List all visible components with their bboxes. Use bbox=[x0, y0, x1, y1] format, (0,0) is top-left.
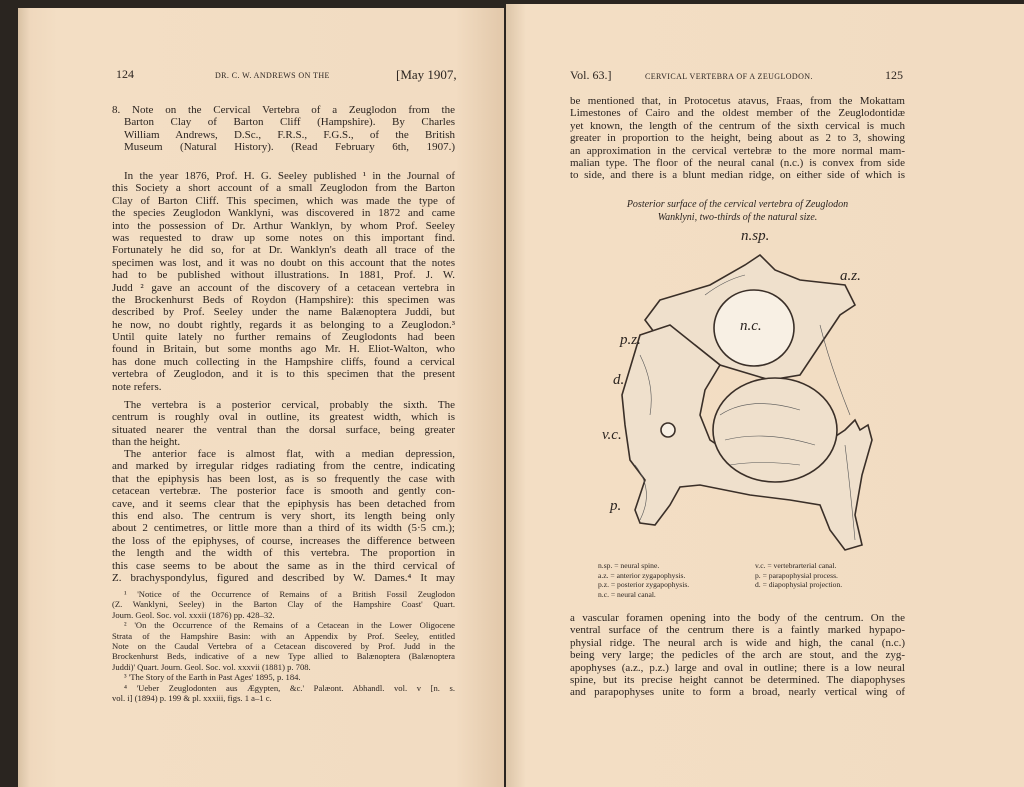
label-posterior-zygapophysis: p.z. bbox=[620, 332, 641, 348]
paragraph-continued bbox=[570, 95, 905, 182]
text-line: Strata of the Hampshire Basin: with an Appendix by Prof. Seeley, entitled bbox=[112, 630, 455, 641]
text-line: greater in proportion to the height, being about as 2 to 3, showing bbox=[570, 132, 905, 145]
text-line: the length and the width of this vertebra. The proportion in bbox=[112, 547, 455, 560]
caption-line: Posterior surface of the cervical vertebra of Zeuglodon bbox=[626, 199, 849, 210]
text-line: vertebra of Zeuglodon, and it is to this specimen that the present bbox=[112, 368, 455, 381]
text-line: had to be published without illustrations. In 1881, Prof. J. W. bbox=[112, 269, 455, 282]
legend-item: v.c. = vertebrarterial canal. bbox=[755, 561, 837, 570]
text-line: yet known, the length of the centrum of the sixth cervical is much bbox=[570, 119, 905, 132]
text-line: this Society a short account of a small Zeuglodon from the Barton bbox=[112, 182, 455, 195]
text-line: vol. i] (1894) p. 199 & pl. xxxiii, figs. 1 a–1 c. bbox=[112, 692, 272, 703]
text-line: found in Britain, but some months ago Mr. H. Eliot-Walton, who bbox=[112, 343, 455, 356]
issue-date: [May 1907, bbox=[396, 67, 457, 82]
text-line: described by Prof. Seeley under the name Balænoptera Juddi, but bbox=[112, 306, 455, 319]
legend-item: n.sp. = neural spine. bbox=[598, 561, 660, 570]
article-title bbox=[112, 104, 455, 154]
label-anterior-zygapophysis: a.z. bbox=[840, 268, 861, 284]
legend-right bbox=[755, 561, 842, 590]
text-line: and marked by irregular ridges radiating from the centre, indicating bbox=[112, 460, 455, 473]
page-number: 124 bbox=[116, 67, 134, 81]
text-line: ² 'On the Occurrence of the Remains of a Cetacean in the Lower Oligocene bbox=[124, 620, 455, 631]
text-line: into the possession of Dr. Arthur Wanklyn, by whom Prof. Seeley bbox=[112, 219, 455, 232]
paragraph-description bbox=[570, 612, 905, 699]
text-line: about 2 centimetres, or little more than a third of its width (5·5 cm.); bbox=[112, 522, 455, 535]
text-line: ³ 'The Story of the Earth in Past Ages' 1895, p. 184. bbox=[124, 672, 301, 683]
text-line: Limestones of Cairo and the oldest member of the Zeuglodontidæ bbox=[570, 107, 905, 120]
text-line: cave, and it seems clear that the epiphysis has been detached from bbox=[112, 497, 455, 510]
text-line: being very large; the pedicles of the arch are stout, and the zyg- bbox=[570, 649, 905, 662]
label-neural-canal: n.c. bbox=[740, 318, 762, 334]
text-line: than the height. bbox=[112, 436, 181, 449]
text-line: William Andrews, D.Sc., F.R.S., F.G.S., of the British bbox=[124, 128, 455, 141]
text-line: Fortunately he did so, for at Dr. Wanklyn's death all trace of the bbox=[112, 244, 455, 257]
text-line: Juddi)' Quart. Journ. Geol. Soc. vol. xxxvii (1881) p. 708. bbox=[112, 661, 311, 672]
legend-item: n.c. = neural canal. bbox=[598, 589, 656, 599]
centrum-face bbox=[713, 378, 837, 482]
legend-item: p.z. = posterior zygapophysis. bbox=[598, 580, 690, 590]
text-line: cetacean vertebræ. The posterior face is smooth and gently con- bbox=[112, 485, 455, 498]
label-diapophysial-projection: d. bbox=[613, 372, 625, 388]
paragraph-anterior-face bbox=[112, 448, 455, 584]
text-line: the loss of the epiphyses, of course, increases the difference between bbox=[112, 534, 455, 547]
legend-item: a.z. = anterior zygapophysis. bbox=[598, 570, 686, 580]
text-line: Z. brachyspondylus, figured and described by W. Dames.⁴ It may bbox=[112, 571, 455, 584]
text-line: Clay of Barton Cliff. This specimen, which was made the type of bbox=[112, 194, 455, 207]
text-line: spine, but its precise height cannot be determined. The diapophyses bbox=[570, 673, 905, 686]
figure-caption bbox=[570, 198, 905, 224]
text-line: physial ridge. The neural arch is wide and high, the canal (n.c.) bbox=[570, 636, 905, 649]
text-line: The anterior face is almost flat, with a median depression, bbox=[124, 448, 455, 460]
text-line: 8. Note on the Cervical Vertebra of a Zeuglodon from the bbox=[112, 104, 455, 116]
legend-left bbox=[598, 561, 689, 599]
text-line: note refers. bbox=[112, 380, 162, 393]
text-line: Barton Clay of Barton Cliff (Hampshire). By Charles bbox=[124, 116, 455, 129]
text-line: ventral surface of the centrum there is a faintly marked hypapo- bbox=[570, 624, 905, 637]
legend-item: d. = diapophysial projection. bbox=[755, 580, 843, 590]
text-line: centrum is roughly oval in outline, its greatest width, which is bbox=[112, 411, 455, 424]
text-line: Judd ² gave an account of the discovery of a cetacean vertebra in bbox=[112, 281, 455, 294]
footnotes bbox=[112, 589, 455, 703]
text-line: and parapophyses unite to form a broad, nearly vertical wing of bbox=[570, 686, 905, 699]
vertebrarterial-canal bbox=[661, 423, 675, 437]
text-line: (Z. Wanklyni, Seeley) in the Barton Clay of the Hampshire Coast' Quart. bbox=[112, 599, 455, 610]
text-line: specimen was lost, and it was no doubt on this account that the notes bbox=[112, 256, 455, 269]
caption-line: Wanklyni, two-thirds of the natural size. bbox=[657, 212, 818, 223]
paragraph-intro bbox=[112, 170, 455, 393]
text-line: Brockenhurst Beds, indicative of a new Type allied to Balænoptera (Balænoptera bbox=[112, 651, 455, 662]
label-neural-spine: n.sp. bbox=[741, 228, 770, 244]
text-line: this case seems to be about the same as in the third cervical of bbox=[112, 559, 455, 572]
running-head: DR. C. W. ANDREWS ON THE bbox=[215, 71, 330, 80]
label-parapophysial-process: p. bbox=[610, 498, 622, 514]
text-line: Journ. Geol. Soc. vol. xxxii (1876) pp. 428–32. bbox=[112, 609, 275, 620]
text-line: apophyses (a.z., p.z.) large and oval in outline; there is a low neural bbox=[570, 661, 905, 674]
text-line: Museum (Natural History). (Read February 6th, 1907.) bbox=[124, 141, 455, 154]
text-line: an approximation in the cervical vertebræ to the more normal mam- bbox=[570, 144, 905, 157]
text-line: this end also. The centrum is very short, its length being only bbox=[112, 509, 455, 522]
text-line: The vertebra is a posterior cervical, probably the sixth. The bbox=[124, 399, 455, 411]
running-head-right: CERVICAL VERTEBRA OF A ZEUGLODON. bbox=[645, 72, 813, 81]
text-line: has done much collecting in the Hampshire cliffs, found a cervical bbox=[112, 355, 455, 368]
text-line: ¹ 'Notice of the Occurrence of Remains of a British Fossil Zeuglodon bbox=[124, 589, 455, 599]
text-line: Until quite lately no further remains of Zeuglodonts had been bbox=[112, 331, 455, 344]
volume-label: Vol. 63.] bbox=[570, 68, 612, 82]
text-line: In the year 1876, Prof. H. G. Seeley published ¹ in the Journal of bbox=[124, 170, 455, 182]
text-line: that the epiphysis has been lost, as is so frequently the case with bbox=[112, 472, 455, 485]
text-line: was requested to draw up some notes on this important find. bbox=[112, 231, 455, 244]
text-line: the species Zeuglodon Wanklyni, was discovered in 1872 and came bbox=[112, 207, 455, 220]
text-line: situated nearer the ventral than the dorsal surface, being greater bbox=[112, 423, 455, 436]
text-line: ⁴ 'Ueber Zeuglodonten aus Ægypten, &c.' Palæont. Abhandl. vol. v [n. s. bbox=[124, 682, 455, 693]
paragraph-vertebra bbox=[112, 399, 455, 449]
text-line: the Brockenhurst Beds of Roydon (Hampshire): this specimen was bbox=[112, 293, 455, 306]
text-line: malian type. The floor of the neural canal (n.c.) is convex from side bbox=[570, 156, 905, 169]
text-line: to side, and there is a blunt median ridge, on either side of which is bbox=[570, 169, 905, 182]
text-line: Note on the Caudal Vertebra of a Cetacean discovered by Prof. Judd in the bbox=[112, 640, 455, 651]
text-line: be mentioned that, in Protocetus atavus, Fraas, from the Mokattam bbox=[570, 95, 905, 107]
page-number-right: 125 bbox=[885, 68, 903, 82]
text-line: a vascular foramen opening into the body of the centrum. On the bbox=[570, 612, 905, 624]
text-line: he now, no doubt rightly, regards it as belonging to a Zeuglodon.³ bbox=[112, 318, 455, 331]
legend-item: p. = parapophysial process. bbox=[755, 570, 838, 580]
label-vertebrarterial-canal: v.c. bbox=[602, 427, 622, 443]
